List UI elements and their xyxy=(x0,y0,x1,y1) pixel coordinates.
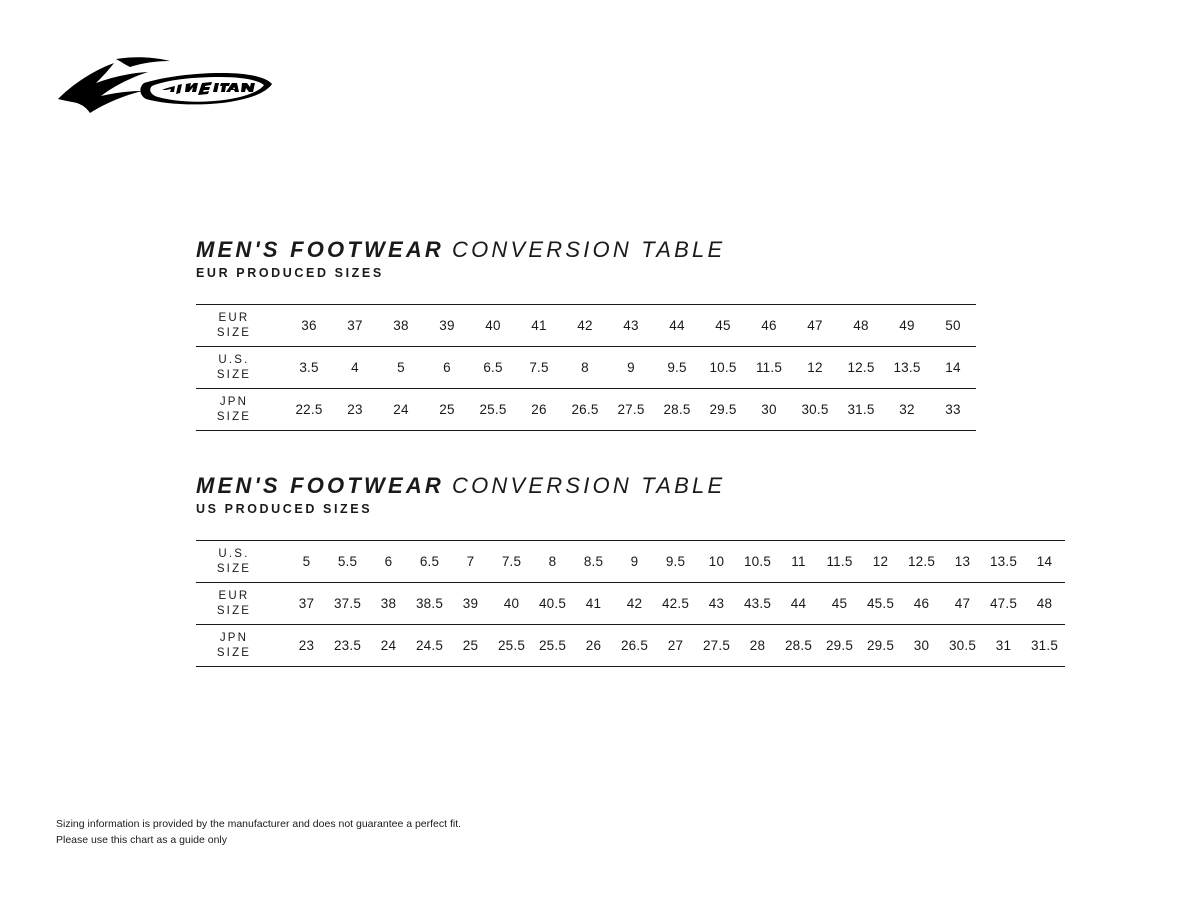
cell: 27 xyxy=(667,638,684,654)
cell: 8.5 xyxy=(583,554,604,570)
cell: 25.5 xyxy=(479,402,507,418)
cell: 6.5 xyxy=(419,554,440,570)
section-title-strong: MEN'S FOOTWEAR xyxy=(196,237,445,262)
cell: 12.5 xyxy=(907,554,936,570)
cell: 43 xyxy=(623,318,639,334)
table-row xyxy=(196,625,1065,667)
cell: 10.5 xyxy=(743,554,772,570)
cell: 37.5 xyxy=(333,596,362,612)
cell: 42.5 xyxy=(661,596,690,612)
cell: 49 xyxy=(899,318,915,334)
conversion-section-us xyxy=(196,474,1065,667)
cell: 31 xyxy=(995,638,1012,654)
cell: 7.5 xyxy=(501,554,522,570)
cell: 28 xyxy=(749,638,766,654)
table-row xyxy=(196,583,1065,625)
cell: 28.5 xyxy=(663,402,691,418)
cell: 8 xyxy=(581,360,589,376)
cell: 23 xyxy=(298,638,315,654)
cell: 43.5 xyxy=(743,596,772,612)
cell: 11 xyxy=(791,554,806,570)
cell: 42 xyxy=(626,596,643,612)
cell: 37 xyxy=(347,318,363,334)
row-label-jpn-size: JPN SIZE xyxy=(216,632,252,659)
cell: 31.5 xyxy=(1030,638,1059,654)
cell: 30.5 xyxy=(801,402,829,418)
cell: 25.5 xyxy=(538,638,567,654)
cell: 50 xyxy=(945,318,961,334)
conversion-table-us xyxy=(196,540,1065,667)
cell: 9.5 xyxy=(667,360,687,376)
cell: 32 xyxy=(899,402,915,418)
section-title-light: CONVERSION TABLE xyxy=(452,473,726,498)
cell: 6 xyxy=(443,360,451,376)
cell: 13.5 xyxy=(893,360,921,376)
disclaimer xyxy=(56,816,461,849)
cell: 25.5 xyxy=(497,638,526,654)
cell: 38 xyxy=(393,318,409,334)
table-row xyxy=(196,541,1065,583)
cell: 14 xyxy=(1036,554,1053,570)
cell: 29.5 xyxy=(709,402,737,418)
cell: 11.5 xyxy=(826,554,853,570)
row-label-jpn-size: JPN SIZE xyxy=(216,396,252,423)
cell: 22.5 xyxy=(295,402,323,418)
cell: 9 xyxy=(627,360,635,376)
cell: 47 xyxy=(954,596,971,612)
cell: 37 xyxy=(298,596,315,612)
section-title-light: CONVERSION TABLE xyxy=(452,237,726,262)
cell: 36 xyxy=(301,318,317,334)
cell: 8 xyxy=(548,554,557,570)
cell: 3.5 xyxy=(299,360,319,376)
row-label-us-size: U.S. SIZE xyxy=(216,354,252,381)
cell: 41 xyxy=(531,318,547,334)
cell: 45.5 xyxy=(866,596,895,612)
row-label-eur-size: EUR SIZE xyxy=(216,590,252,617)
cell: 9.5 xyxy=(665,554,686,570)
table-row xyxy=(196,305,976,347)
cell: 29.5 xyxy=(866,638,895,654)
cell: 24 xyxy=(380,638,397,654)
cell: 27.5 xyxy=(617,402,645,418)
cell: 48 xyxy=(1036,596,1053,612)
cell: 5 xyxy=(397,360,405,376)
cell: 24.5 xyxy=(415,638,444,654)
cell: 40 xyxy=(503,596,520,612)
disclaimer-line-1: Sizing information is provided by the manufacturer and does not guarantee a perfect fit. xyxy=(56,818,462,830)
cell: 5.5 xyxy=(337,554,358,570)
cell: 29.5 xyxy=(825,638,854,654)
section-subtitle: US PRODUCED SIZES xyxy=(196,502,373,517)
cell: 26 xyxy=(585,638,602,654)
cell: 13.5 xyxy=(989,554,1018,570)
cell: 23 xyxy=(347,402,363,418)
cell: 38.5 xyxy=(415,596,444,612)
section-subtitle: EUR PRODUCED SIZES xyxy=(196,266,384,281)
cell: 42 xyxy=(577,318,593,334)
cell: 25 xyxy=(462,638,479,654)
cell: 27.5 xyxy=(702,638,731,654)
cell: 7 xyxy=(466,554,475,570)
section-title xyxy=(196,474,1065,498)
cell: 31.5 xyxy=(847,402,875,418)
cell: 12.5 xyxy=(847,360,875,376)
conversion-section-eur xyxy=(196,238,976,431)
cell: 40.5 xyxy=(538,596,567,612)
cell: 7.5 xyxy=(529,360,549,376)
cell: 4 xyxy=(351,360,359,376)
cell: 11.5 xyxy=(755,360,783,376)
cell: 26 xyxy=(531,402,547,418)
disclaimer-line-2: Please use this chart as a guide only xyxy=(56,834,228,847)
cell: 47.5 xyxy=(989,596,1018,612)
section-title-strong: MEN'S FOOTWEAR xyxy=(196,473,445,498)
cell: 38 xyxy=(380,596,397,612)
cell: 13 xyxy=(954,554,971,570)
cell: 26.5 xyxy=(571,402,599,418)
cell: 43 xyxy=(708,596,725,612)
cell: 9 xyxy=(630,554,639,570)
cell: 12 xyxy=(872,554,889,570)
cell: 28.5 xyxy=(784,638,813,654)
row-label-us-size: U.S. SIZE xyxy=(216,548,252,575)
cell: 10 xyxy=(708,554,725,570)
cell: 46 xyxy=(913,596,930,612)
table-row xyxy=(196,389,976,431)
cell: 23.5 xyxy=(333,638,362,654)
cell: 6.5 xyxy=(483,360,503,376)
cell: 33 xyxy=(945,402,961,418)
cell: 39 xyxy=(462,596,479,612)
cell: 46 xyxy=(761,318,777,334)
cell: 47 xyxy=(807,318,823,334)
cell: 45 xyxy=(831,596,848,612)
alpinestars-logo xyxy=(52,55,277,115)
cell: 44 xyxy=(790,596,807,612)
cell: 12 xyxy=(807,360,823,376)
cell: 45 xyxy=(715,318,731,334)
cell: 41 xyxy=(585,596,602,612)
cell: 30 xyxy=(913,638,930,654)
cell: 14 xyxy=(945,360,961,376)
cell: 24 xyxy=(393,402,409,418)
cell: 40 xyxy=(485,318,501,334)
table-row xyxy=(196,347,976,389)
cell: 30.5 xyxy=(948,638,977,654)
conversion-table-eur xyxy=(196,304,976,431)
cell: 39 xyxy=(439,318,455,334)
row-label-eur-size: EUR SIZE xyxy=(216,312,252,339)
section-title xyxy=(196,238,976,262)
cell: 44 xyxy=(669,318,685,334)
cell: 25 xyxy=(439,402,455,418)
cell: 48 xyxy=(853,318,869,334)
cell: 26.5 xyxy=(620,638,649,654)
cell: 30 xyxy=(761,402,777,418)
cell: 5 xyxy=(302,554,311,570)
cell: 10.5 xyxy=(709,360,737,376)
cell: 6 xyxy=(384,554,393,570)
